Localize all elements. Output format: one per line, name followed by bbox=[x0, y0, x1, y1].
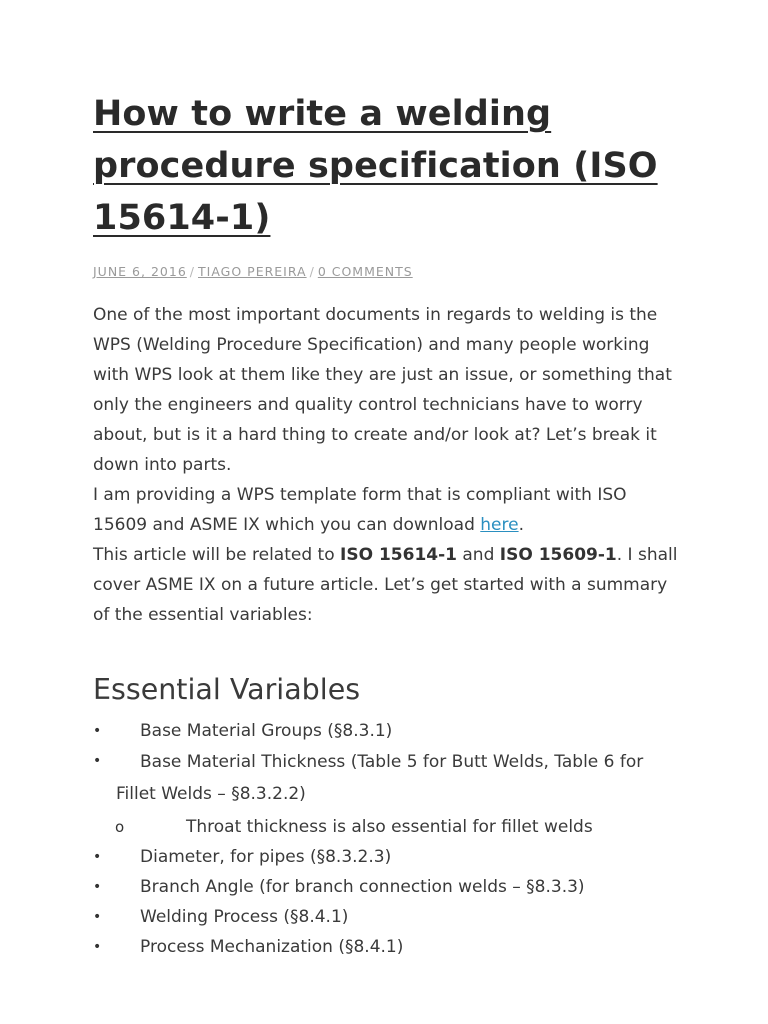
paragraph-template bbox=[93, 480, 683, 540]
list-item-text: Diameter, for pipes (§8.3.2.3) bbox=[140, 847, 392, 867]
meta-separator: / bbox=[189, 264, 195, 279]
bullet-icon: • bbox=[93, 753, 102, 769]
list-item-text: Branch Angle (for branch connection welds – §8.3.3) bbox=[140, 877, 585, 897]
bullet-icon: • bbox=[93, 879, 102, 895]
sub-bullet-icon: o bbox=[115, 818, 125, 836]
standard-iso-15614-1: ISO 15614-1 bbox=[340, 545, 457, 565]
list-item bbox=[93, 902, 683, 932]
section-heading-essential-variables: Essential Variables bbox=[93, 673, 361, 706]
list-item-text: Base Material Thickness (Table 5 for Butt Welds, Table 6 for Fillet Welds – §8.3.2.2) bbox=[116, 752, 644, 804]
essential-variables-list bbox=[93, 716, 683, 962]
article-title[interactable]: How to write a welding procedure specification (ISO 15614-1) bbox=[93, 94, 658, 238]
post-meta bbox=[93, 264, 683, 280]
post-author-link[interactable]: TIAGO PEREIRA bbox=[198, 264, 307, 279]
meta-separator: / bbox=[309, 264, 315, 279]
bullet-icon: • bbox=[93, 849, 102, 865]
paragraph-scope-text: This article will be related to bbox=[93, 545, 341, 565]
post-comments-link[interactable]: 0 COMMENTS bbox=[317, 264, 413, 279]
bullet-icon: • bbox=[93, 939, 102, 955]
article bbox=[93, 88, 683, 962]
article-body bbox=[93, 300, 683, 630]
list-item bbox=[93, 932, 683, 962]
list-item bbox=[93, 842, 683, 872]
download-here-link[interactable]: here bbox=[480, 515, 519, 535]
sub-list-item-text: Throat thickness is also essential for fillet welds bbox=[186, 817, 593, 837]
standard-iso-15609-1: ISO 15609-1 bbox=[499, 545, 617, 565]
bullet-icon: • bbox=[93, 723, 102, 739]
paragraph-scope bbox=[93, 540, 683, 630]
paragraph-template-text: I am providing a WPS template form that is compliant with ISO 15609 and ASME IX which you can download bbox=[93, 485, 627, 535]
list-item-text: Process Mechanization (§8.4.1) bbox=[140, 937, 404, 957]
list-item-text: Welding Process (§8.4.1) bbox=[140, 907, 349, 927]
paragraph-intro: One of the most important documents in regards to welding is the WPS (Welding Procedure Specification) and many people working with WPS look at them like they are just an issue, or something that only the engineers and quality control technicians have to worry about, but is it a hard thing to create and/or look at? Let’s break it down into parts. bbox=[93, 305, 672, 475]
list-item bbox=[93, 746, 683, 810]
list-item bbox=[93, 716, 683, 746]
paragraph-template-end: . bbox=[518, 515, 524, 535]
paragraph-scope-rest: . I shall cover ASME IX on a future article. Let’s get started with a summary of the essential variables: bbox=[93, 545, 678, 625]
bullet-icon: • bbox=[93, 909, 102, 925]
sub-list-item bbox=[93, 812, 683, 842]
post-date-link[interactable]: JUNE 6, 2016 bbox=[93, 264, 187, 279]
paragraph-scope-and: and bbox=[456, 545, 500, 565]
list-item-text: Base Material Groups (§8.3.1) bbox=[140, 721, 393, 741]
list-item bbox=[93, 872, 683, 902]
